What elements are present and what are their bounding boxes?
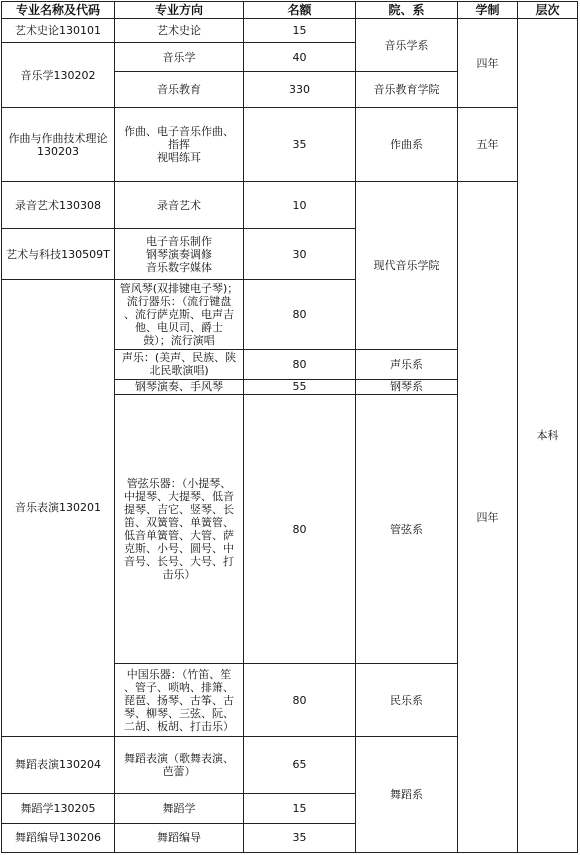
table-row [2,19,578,43]
direction-cell: 录音艺术 [115,182,244,229]
quota-cell: 330 [244,72,356,108]
quota-cell: 15 [244,793,356,823]
direction-cell: 艺术史论 [115,19,244,43]
department-cell: 管弦系 [356,394,458,664]
major-cell: 舞蹈编导130206 [2,823,115,852]
quota-cell: 15 [244,19,356,43]
direction-cell: 管风琴(双排键电子琴)； 流行器乐：（流行键盘 、流行萨克斯、电声吉 他、电贝司、爵士 鼓）；流行演唱 [115,279,244,349]
department-cell: 钢琴系 [356,379,458,394]
direction-cell: 中国乐器：（竹笛、笙 、管子、唢呐、排箫、 琵琶、扬琴、古筝、古 琴、柳琴、三弦、阮、 二胡、板胡、打击乐） [115,664,244,736]
department-cell: 舞蹈系 [356,736,458,852]
quota-cell: 35 [244,108,356,182]
header-department: 院、系 [356,2,458,19]
quota-cell: 80 [244,349,356,379]
major-cell: 作曲与作曲技术理论130203 [2,108,115,182]
quota-cell: 55 [244,379,356,394]
table-row [2,182,578,229]
major-cell: 音乐学130202 [2,43,115,108]
direction-cell: 音乐教育 [115,72,244,108]
duration-cell: 四年 [458,19,518,108]
major-cell: 录音艺术130308 [2,182,115,229]
major-cell: 音乐表演130201 [2,279,115,736]
direction-cell: 钢琴演奏、手风琴 [115,379,244,394]
quota-cell: 30 [244,229,356,279]
quota-cell: 65 [244,736,356,793]
level-cell: 本科 [518,19,578,853]
department-cell: 音乐学系 [356,19,458,72]
department-cell: 民乐系 [356,664,458,736]
department-cell: 声乐系 [356,349,458,379]
direction-cell: 舞蹈编导 [115,823,244,852]
quota-cell: 80 [244,279,356,349]
header-quota: 名额 [244,2,356,19]
direction-cell: 声乐：(美声、民族、陕 北民歌演唱) [115,349,244,379]
major-cell: 艺术史论130101 [2,19,115,43]
major-cell: 舞蹈学130205 [2,793,115,823]
direction-cell: 电子音乐制作 钢琴演奏调修 音乐数字媒体 [115,229,244,279]
quota-cell: 40 [244,43,356,72]
department-cell: 现代音乐学院 [356,182,458,349]
department-cell: 音乐教育学院 [356,72,458,108]
header-direction: 专业方向 [115,2,244,19]
table-row [2,108,578,182]
department-cell: 作曲系 [356,108,458,182]
duration-cell: 四年 [458,182,518,853]
direction-cell: 音乐学 [115,43,244,72]
direction-cell: 舞蹈表演（歌舞表演、 芭蕾） [115,736,244,793]
quota-cell: 35 [244,823,356,852]
major-cell: 艺术与科技130509T [2,229,115,279]
direction-cell: 管弦乐器：（小提琴、 中提琴、大提琴、低音 提琴、吉它、竖琴、长 笛、双簧管、单簧管、 低音单簧管、大管、萨 克斯、小号、圆号、中 音号、长号、大号、打 击乐） [115,394,244,664]
direction-cell: 舞蹈学 [115,793,244,823]
quota-cell: 80 [244,394,356,664]
enrollment-table [1,1,578,853]
header-major: 专业名称及代码 [2,2,115,19]
major-cell: 舞蹈表演130204 [2,736,115,793]
quota-cell: 10 [244,182,356,229]
quota-cell: 80 [244,664,356,736]
header-duration: 学制 [458,2,518,19]
duration-cell: 五年 [458,108,518,182]
header-row [2,2,578,19]
direction-cell: 作曲、电子音乐作曲、 指挥 视唱练耳 [115,108,244,182]
header-level: 层次 [518,2,578,19]
